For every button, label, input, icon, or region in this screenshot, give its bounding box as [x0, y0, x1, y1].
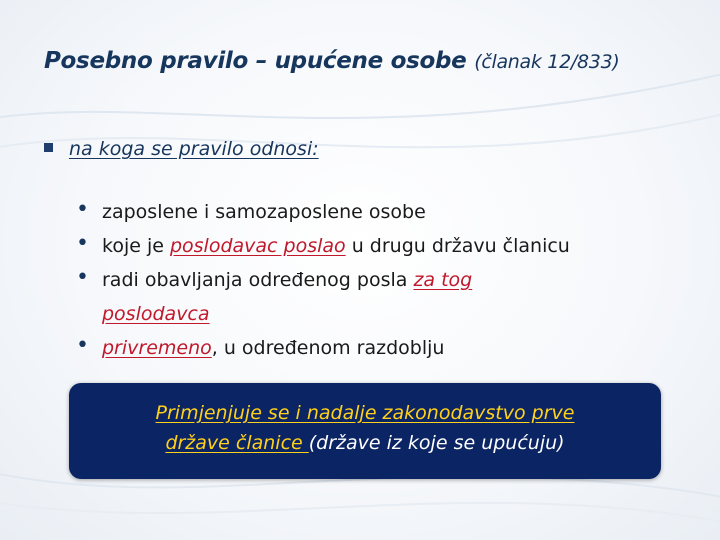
emphasis-text: za tog	[413, 269, 473, 291]
title-main: Posebno pravilo – upućene osobe	[44, 48, 467, 74]
list-item	[76, 263, 696, 331]
callout-line-1	[69, 398, 661, 428]
emphasis-text: poslodavac poslao	[169, 235, 346, 257]
item-text: zaposlene i samozaposlene osobe	[102, 201, 426, 223]
callout-text: Primjenjuje se i nadalje zakonodavstvo prve	[155, 402, 575, 424]
square-bullet-icon	[44, 143, 53, 152]
callout-line-2	[69, 428, 661, 458]
emphasis-text: privremeno	[102, 337, 212, 359]
main-bullet	[44, 138, 319, 160]
list-item	[76, 331, 696, 365]
title-reference: (članak 12/833)	[474, 51, 620, 73]
sub-bullet-list	[76, 195, 696, 365]
item-text: , u određenom razdoblju	[211, 337, 445, 359]
callout-text: (države iz koje se upućuju)	[308, 432, 565, 454]
dot-bullet-icon: •	[76, 231, 89, 256]
dot-bullet-icon: •	[76, 333, 89, 358]
emphasis-text: poslodavca	[102, 303, 210, 325]
item-text: koje je	[102, 235, 170, 257]
list-item	[76, 195, 696, 229]
slide-title	[44, 48, 694, 74]
callout-text: države članice	[165, 432, 309, 454]
callout-box	[69, 383, 661, 479]
dot-bullet-icon: •	[76, 197, 89, 222]
main-bullet-text: na koga se pravilo odnosi:	[69, 138, 319, 160]
dot-bullet-icon: •	[76, 265, 89, 290]
item-text: u drugu državu članicu	[345, 235, 570, 257]
item-text: radi obavljanja određenog posla	[102, 269, 414, 291]
list-item	[76, 229, 696, 263]
